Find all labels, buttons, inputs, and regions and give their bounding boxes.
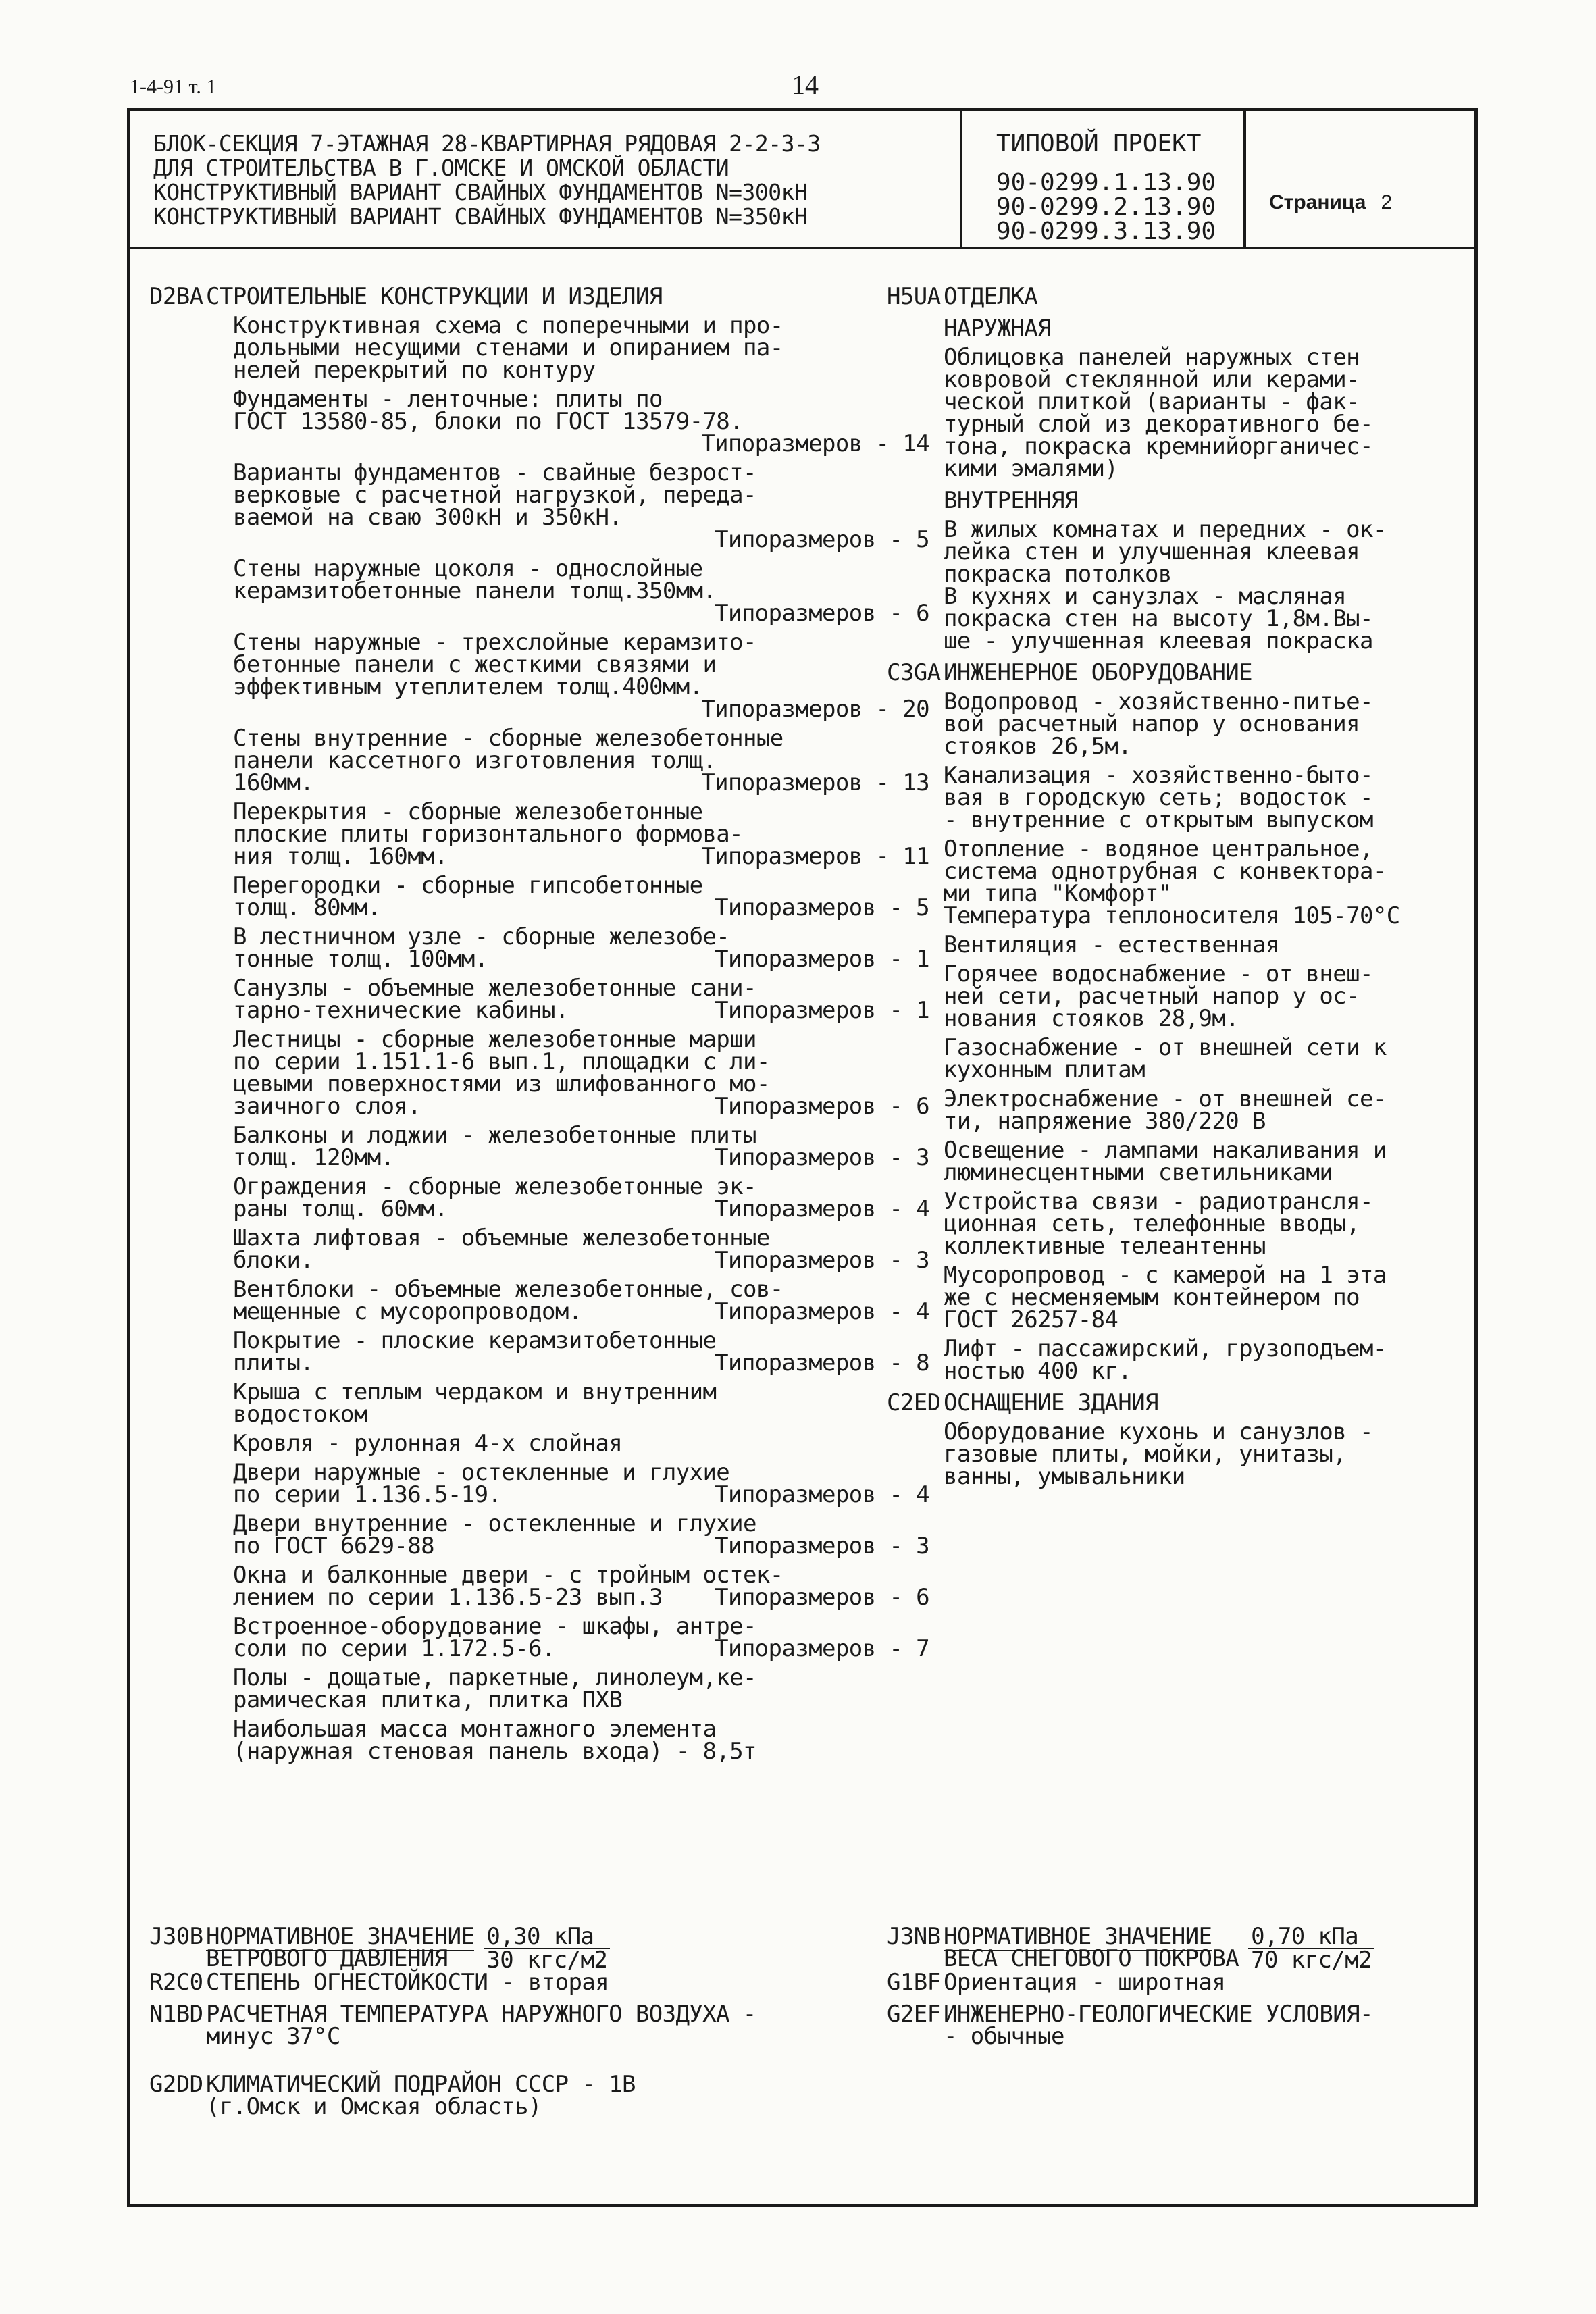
construction-item [233,1173,933,1223]
item-line: - внутренние с открытым выпуском [944,806,1373,833]
item-line: же с несменяемым контейнером по [944,1284,1360,1311]
item-line: Водопровод - хозяйственно-питье- [944,688,1373,715]
section-code: J30B [149,1923,203,1950]
climate-text: (г.Омск и Омская область) [206,2093,542,2120]
temperature-text: РАСЧЕТНАЯ ТЕМПЕРАТУРА НАРУЖНОГО ВОЗДУХА - [206,2001,756,2028]
item-line: кухонным плитам [944,1056,1145,1083]
equipment-text [944,1418,1468,1490]
construction-item [233,1122,933,1171]
size-count: Типоразмеров - 1 [715,997,929,1024]
title-line: БЛОК-СЕКЦИЯ 7-ЭТАЖНАЯ 28-КВАРТИРНАЯ РЯДОВАЯ 2-2-3-3 [153,130,821,157]
size-count: Типоразмеров - 4 [715,1481,929,1508]
equipment-line: Оборудование кухонь и санузлов - [944,1418,1373,1445]
finish-line: Облицовка панелей наружных стен [944,344,1360,371]
item-size-row [233,1481,933,1508]
item-line: Стены наружные цоколя - однослойные [233,555,703,582]
section-code: G2DD [149,2071,203,2098]
item-size-row [233,1144,933,1171]
engineering-item [944,1139,1468,1184]
climate-text: КЛИМАТИЧЕСКИЙ ПОДРАЙОН СССР - 1В [206,2071,636,2098]
item-line: Газоснабжение - от внешней сети к [944,1034,1387,1061]
size-count: Типоразмеров - 20 [701,696,929,723]
finish-line: В кухнях и санузлах - масляная [944,583,1347,610]
snow-load-row [887,1923,1374,1974]
wind-value-kpa: 0,30 кПа [484,1926,610,1949]
item-line: плиты. [233,1349,314,1377]
section-code: N1BD [149,2001,203,2028]
size-count: Типоразмеров - 6 [715,1584,929,1611]
engineering-item [944,960,1468,1032]
section-heading [887,659,1468,686]
item-line: ми типа "Комфорт" [944,880,1172,907]
item-line: Стены наружные - трехслойные керамзито- [233,629,756,656]
finish-line: ческой плиткой (варианты - фак- [944,388,1360,415]
item-size-row [233,698,933,721]
item-line: толщ. 80мм. [233,894,381,921]
item-size-row [233,1195,933,1223]
item-line: Полы - дощатые, паркетные, линолеум,ке- [233,1664,756,1691]
item-line: Санузлы - объемные железобетонные сани- [233,975,756,1002]
geology-row [887,2003,1374,2048]
item-line: Покрытие - плоские керамзитобетонные [233,1327,717,1354]
item-size-row [233,997,933,1024]
item-line: ГОСТ 26257-84 [944,1306,1118,1333]
snow-value-kpa: 0,70 кПа [1248,1926,1374,1949]
right-column [887,283,1468,1490]
size-count: Типоразмеров - 4 [715,1298,929,1325]
section-code: J3NB [887,1923,941,1950]
item-line: блоки. [233,1247,314,1274]
engineering-list [944,688,1468,1385]
orientation-text: Ориентация - широтная [944,1969,1226,1996]
construction-item [233,1227,933,1272]
item-line: лением по серии 1.136.5-23 вып.3 [233,1584,663,1611]
item-line: ния толщ. 160мм. [233,843,448,870]
construction-item [233,312,933,384]
size-count: Типоразмеров - 13 [701,769,929,796]
title-line: ДЛЯ СТРОИТЕЛЬСТВА В Г.ОМСКЕ И ОМСКОЙ ОБЛАСТИ [153,155,729,181]
item-line: тарно-технические кабины. [233,997,569,1024]
item-line: Варианты фундаментов - свайные безрост- [233,459,756,486]
item-size-row [233,894,933,921]
engineering-item [944,1335,1468,1385]
size-count: Типоразмеров - 4 [715,1195,929,1223]
item-size-row [233,1247,933,1274]
item-line: Электроснабжение - от внешней се- [944,1085,1387,1112]
item-line: дольными несущими стенами и опиранием па- [233,334,783,361]
item-line: ней сети, расчетный напор у ос- [944,983,1360,1010]
wind-title: ВЕТРОВОГО ДАВЛЕНИЯ [206,1945,448,1972]
item-size-row [233,1584,933,1611]
size-count: Типоразмеров - 8 [715,1349,929,1377]
item-line: Балконы и лоджии - железобетонные плиты [233,1122,756,1149]
item-line: Отопление - водяное центральное, [944,835,1373,863]
construction-item [233,459,933,553]
project-code: 90-0299.1.13.90 [996,169,1216,197]
finish-line: В жилых комнатах и передних - ок- [944,516,1387,543]
item-line: водостоком [233,1401,367,1428]
left-column [149,283,933,1765]
construction-item [233,555,933,627]
item-line: Освещение - лампами накаливания и [944,1137,1387,1164]
finish-line: ше - улучшенная клеевая покраска [944,627,1373,654]
item-line: толщ. 120мм. [233,1144,394,1171]
size-count: Типоразмеров - 5 [715,894,929,921]
item-line: вой расчетный напор у основания [944,711,1360,738]
item-line: панели кассетного изготовления толщ. [233,747,717,774]
size-count: Типоразмеров - 1 [715,946,929,973]
size-count: Типоразмеров - 14 [701,430,929,457]
bottom-left-block [149,1923,756,2128]
section-title: ИНЖЕНЕРНОЕ ОБОРУДОВАНИЕ [944,659,1253,686]
item-line: нелей перекрытий по контуру [233,357,596,384]
construction-item [233,798,933,870]
item-line: Двери наружные - остекленные и глухие [233,1459,730,1486]
snow-title: ВЕСА СНЕГОВОГО ПОКРОВА [944,1945,1239,1972]
wind-value [484,1923,610,1974]
construction-item [233,1026,933,1120]
item-line: Лестницы - сборные железобетонные марши [233,1026,756,1053]
document-frame [127,108,1478,2207]
item-line: Лифт - пассажирский, грузоподъем- [944,1335,1387,1362]
construction-item [233,1613,933,1662]
item-size-row [233,843,933,870]
orientation-row [887,1969,1374,1996]
bottom-right-block [887,1923,1374,2057]
size-count: Типоразмеров - 3 [715,1533,929,1560]
size-count: Типоразмеров - 3 [715,1144,929,1171]
item-line: Температура теплоносителя 105-70°С [944,902,1400,929]
item-line: В лестничном узле - сборные железобе- [233,923,730,950]
item-size-row [233,1093,933,1120]
construction-item [233,1564,933,1609]
item-line: эффективным утеплителем толщ.400мм. [233,673,703,700]
construction-item [233,923,933,973]
item-line: (наружная стеновая панель входа) - 8,5т [233,1738,756,1765]
construction-item [233,1510,933,1560]
item-line: тонные толщ. 100мм. [233,946,488,973]
snow-value-kgs: 70 кгс/м2 [1251,1947,1372,1974]
inner-finish-text [944,516,1468,654]
item-line: плоские плиты горизонтального формова- [233,821,744,848]
size-count: Типоразмеров - 6 [715,1093,929,1120]
item-line: коллективные телеантенны [944,1233,1266,1260]
item-line: Канализация - хозяйственно-быто- [944,762,1373,789]
item-line: люминесцентными светильниками [944,1159,1333,1186]
item-line: по серии 1.151.1-6 вып.1, площадки с ли- [233,1048,770,1075]
item-size-row [233,1349,933,1377]
construction-item [233,1276,933,1325]
item-size-row [233,526,933,553]
section-code: R2C0 [149,1969,203,1996]
item-line: Двери внутренние - остекленные и глухие [233,1510,756,1537]
engineering-item [944,931,1468,958]
finish-line: покраска потолков [944,561,1172,588]
fire-resistance-text: СТЕПЕНЬ ОГНЕСТОЙКОСТИ - вторая [206,1969,609,1996]
page-number: 14 [792,70,819,100]
finish-line: покраска стен на высоту 1,8м.Вы- [944,605,1373,632]
item-line: стояков 26,5м. [944,733,1132,760]
finish-line: турный слой из декоративного бе- [944,411,1373,438]
item-line: Наибольшая масса монтажного элемента [233,1716,717,1743]
subsection-title: НАРУЖНАЯ [944,315,1051,342]
item-line: вая в городскую сеть; водосток - [944,784,1373,811]
section-title: ОСНАЩЕНИЕ ЗДАНИЯ [944,1389,1158,1416]
item-line: бетонные панели с жесткими связями и [233,651,717,678]
title-block-sheet [1246,111,1474,247]
section-code: G1BF [887,1969,941,1996]
item-size-row [233,1635,933,1662]
geology-text: ИНЖЕНЕРНО-ГЕОЛОГИЧЕСКИЕ УСЛОВИЯ- [944,2001,1373,2028]
project-code: 90-0299.2.13.90 [996,193,1216,221]
item-line: раны толщ. 60мм. [233,1195,448,1223]
geology-text: - обычные [944,2023,1064,2050]
equipment-line: ванны, умывальники [944,1463,1185,1490]
item-line: Кровля - рулонная 4-х слойная [233,1430,623,1457]
item-size-row [233,948,933,971]
item-line: цевыми поверхностями из шлифованного мо- [233,1071,770,1098]
item-line: ваемой на сваю 300кН и 350кН. [233,504,623,531]
item-line: Вентиляция - естественная [944,931,1279,958]
construction-item [233,1327,933,1377]
item-line: ГОСТ 13580-85, блоки по ГОСТ 13579-78. [233,408,744,435]
item-line: Конструктивная схема с поперечными и про- [233,312,783,339]
construction-item [233,1459,933,1508]
section-code: G2EF [887,2001,941,2028]
fire-resistance-row [149,1969,756,1996]
construction-item [233,629,933,723]
item-line: Перегородки - сборные гипсобетонные [233,872,703,899]
item-line: Горячее водоснабжение - от внеш- [944,960,1373,987]
title-block-project [962,111,1246,247]
size-count: Типоразмеров - 11 [701,843,929,870]
finish-line: лейка стен и улучшенная клеевая [944,538,1360,565]
item-line: соли по серии 1.172.5-6. [233,1635,555,1662]
section-code: D2BA [149,283,203,310]
item-line: Перекрытия - сборные железобетонные [233,798,703,825]
section-title: СТРОИТЕЛЬНЫЕ КОНСТРУКЦИИ И ИЗДЕЛИЯ [206,283,663,310]
section-title: ОТДЕЛКА [944,283,1038,310]
section-code: C2ED [887,1389,941,1416]
engineering-item [944,1264,1468,1331]
item-line: ти, напряжение 380/220 В [944,1108,1266,1135]
construction-item [233,872,933,921]
item-line: Фундаменты - ленточные: плиты по [233,386,663,413]
engineering-item [944,1085,1468,1135]
item-line: ностью 400 кг. [944,1358,1132,1385]
size-count: Типоразмеров - 3 [715,1247,929,1274]
wind-pressure-row [149,1923,756,1974]
item-line: 160мм. [233,769,314,796]
item-line: Ограждения - сборные железобетонные эк- [233,1173,756,1200]
item-size-row [233,1535,933,1558]
document-designation: 1-4-91 т. 1 [130,76,217,98]
construction-item [233,1381,933,1426]
item-size-row [233,430,933,457]
item-line: Шахта лифтовая - объемные железобетонные [233,1225,770,1252]
temperature-text: минус 37°С [206,2023,340,2050]
finish-line: тона, покраска кремнийорганичес- [944,433,1373,460]
item-size-row [233,602,933,625]
wind-value-kgs: 30 кгс/м2 [486,1947,608,1974]
construction-item [233,388,933,455]
size-count: Типоразмеров - 6 [715,600,929,627]
item-line: верковые с расчетной нагрузкой, переда- [233,482,756,509]
sheet-number: 2 [1381,191,1393,213]
item-line: Стены внутренние - сборные железобетонные [233,725,783,752]
title-block [130,111,1474,249]
item-line: Окна и балконные двери - с тройным остек- [233,1562,783,1589]
item-line: по серии 1.136.5-19. [233,1481,502,1508]
construction-item [233,977,933,1022]
construction-item [233,727,933,794]
title-block-description [130,111,962,247]
section-heading [887,1389,1468,1416]
snow-title: НОРМАТИВНОЕ ЗНАЧЕНИЕ [944,1923,1212,1950]
design-temperature-row [149,2003,756,2048]
construction-list [233,312,933,1765]
engineering-item [944,1188,1468,1260]
item-line: нования стояков 28,9м. [944,1005,1239,1032]
item-size-row [233,1298,933,1325]
project-label: ТИПОВОЙ ПРОЕКТ [996,130,1202,157]
item-line: Мусоропровод - с камерой на 1 эта [944,1262,1387,1289]
item-line: Вентблоки - объемные железобетонные, сов- [233,1276,783,1303]
sheet-label: Страница [1269,191,1366,213]
item-line: заичного слоя. [233,1093,421,1120]
item-line: Устройства связи - радиотрансля- [944,1188,1373,1215]
item-line: рамическая плитка, плитка ПХВ [233,1687,623,1714]
snow-value [1248,1923,1374,1974]
item-line: Крыша с теплым чердаком и внутренним [233,1379,717,1406]
title-line: КОНСТРУКТИВНЫЙ ВАРИАНТ СВАЙНЫХ ФУНДАМЕНТОВ N=300кН [153,179,808,205]
engineering-item [944,835,1468,929]
item-size-row [233,769,933,796]
project-code: 90-0299.3.13.90 [996,217,1216,245]
outer-finish-text [944,346,1468,480]
size-count: Типоразмеров - 7 [715,1635,929,1662]
subsection-title: ВНУТРЕННЯЯ [944,487,1078,514]
construction-item [233,1718,933,1763]
item-line: по ГОСТ 6629-88 [233,1533,435,1560]
finish-line: кими эмалями) [944,455,1118,482]
item-line: Встроенное-оборудование - шкафы, антре- [233,1613,756,1640]
section-heading [887,283,1468,310]
finish-line: ковровой стеклянной или керами- [944,366,1360,393]
wind-title: НОРМАТИВНОЕ ЗНАЧЕНИЕ [206,1923,475,1950]
item-line: ционная сеть, телефонные вводы, [944,1210,1360,1237]
item-line: система однотрубная с конвектора- [944,858,1387,885]
section-code: C3GA [887,659,941,686]
construction-item [233,1430,933,1457]
engineering-item [944,762,1468,833]
engineering-item [944,1034,1468,1083]
construction-item [233,1664,933,1714]
item-line: мещенные с мусоропроводом. [233,1298,582,1325]
engineering-item [944,688,1468,760]
title-line: КОНСТРУКТИВНЫЙ ВАРИАНТ СВАЙНЫХ ФУНДАМЕНТОВ N=350кН [153,203,808,230]
size-count: Типоразмеров - 5 [715,526,929,553]
item-line: керамзитобетонные панели толщ.350мм. [233,577,717,605]
equipment-line: газовые плиты, мойки, унитазы, [944,1441,1347,1468]
climate-row [149,2071,756,2120]
section-heading [149,283,933,310]
finish-block [944,317,1468,652]
section-code: H5UA [887,283,941,310]
